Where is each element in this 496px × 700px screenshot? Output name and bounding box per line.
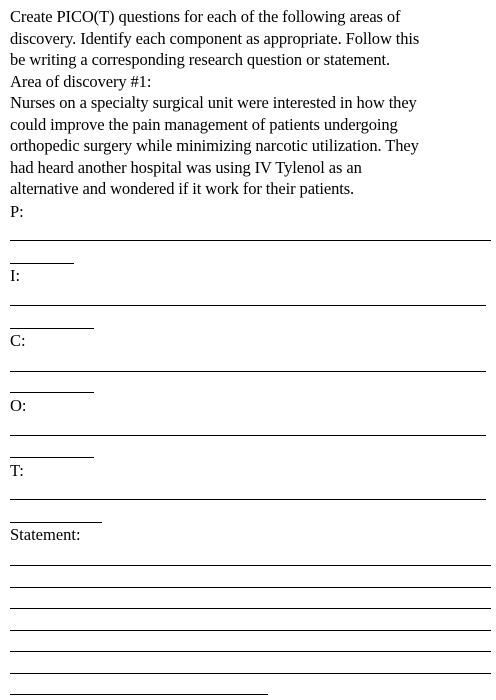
i-answer-line-1[interactable] bbox=[10, 305, 486, 306]
t-label: T: bbox=[10, 461, 24, 480]
p-answer-line-1[interactable] bbox=[10, 240, 491, 241]
statement-answer-line-1[interactable] bbox=[10, 565, 491, 566]
statement-answer-line-3[interactable] bbox=[10, 608, 491, 609]
o-answer-line-1[interactable] bbox=[10, 435, 486, 436]
p-answer-line-2[interactable] bbox=[10, 263, 74, 264]
c-answer-line-2[interactable] bbox=[10, 392, 94, 393]
statement-label: Statement: bbox=[10, 525, 81, 544]
scenario-line-4: had heard another hospital was using IV Tylenol as an bbox=[10, 157, 362, 177]
o-answer-line-2[interactable] bbox=[10, 457, 94, 458]
c-answer-line-1[interactable] bbox=[10, 371, 486, 372]
statement-answer-line-6[interactable] bbox=[10, 673, 491, 674]
scenario-line-2: could improve the pain management of patients undergoing bbox=[10, 114, 398, 134]
i-answer-line-2[interactable] bbox=[10, 328, 94, 329]
statement-answer-line-7[interactable] bbox=[10, 694, 268, 695]
scenario-line-1: Nurses on a specialty surgical unit were interested in how they bbox=[10, 93, 417, 112]
area-heading: Area of discovery #1: bbox=[10, 71, 152, 91]
c-label: C: bbox=[10, 331, 26, 350]
scenario-line-5: alternative and wondered if it work for their patients. bbox=[10, 179, 355, 198]
statement-answer-line-2[interactable] bbox=[10, 587, 491, 588]
t-answer-line-2[interactable] bbox=[10, 522, 102, 523]
instructions-line-1: Create PICO(T) questions for each of the following areas of bbox=[10, 7, 401, 26]
instructions-line-2: discovery. Identify each component as appropriate. Follow this bbox=[10, 28, 420, 48]
p-label: P: bbox=[10, 202, 24, 221]
o-label: O: bbox=[10, 396, 27, 415]
statement-answer-line-4[interactable] bbox=[10, 630, 491, 631]
instructions-block bbox=[10, 6, 490, 200]
i-label: I: bbox=[10, 266, 21, 285]
instructions-line-3: be writing a corresponding research question or statement. bbox=[10, 50, 390, 69]
scenario-line-3: orthopedic surgery while minimizing narcotic utilization. They bbox=[10, 136, 419, 155]
t-answer-line-1[interactable] bbox=[10, 499, 486, 500]
statement-answer-line-5[interactable] bbox=[10, 651, 491, 652]
